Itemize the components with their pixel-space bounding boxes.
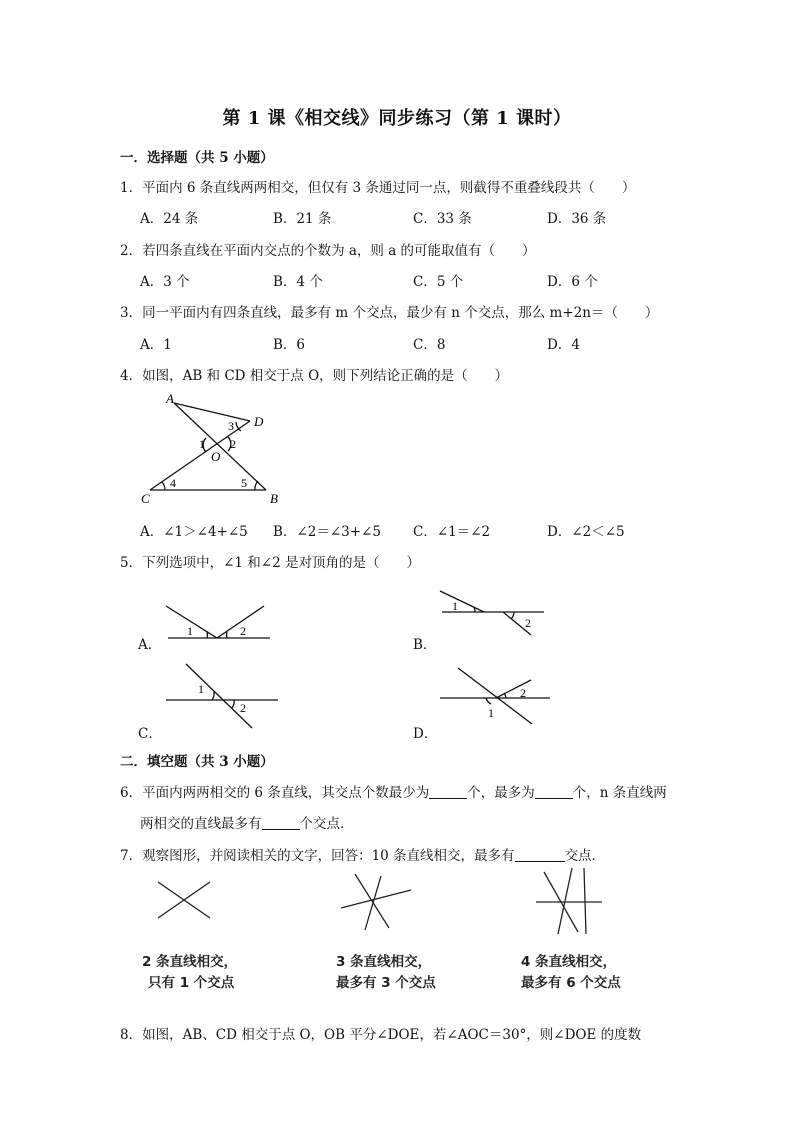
q5-option-a: A． [138,637,162,653]
q7-caption-1-line-2: 只有 1 个交点 [148,975,235,991]
q4-figure [138,390,283,508]
q2-option-b: B．4 个 [273,274,323,290]
segment-ad [174,403,250,421]
q3-option-a: A．1 [140,337,172,353]
q5-option-d: D． [413,726,438,742]
q6-blank-3[interactable] [262,815,300,830]
q7-text-a: 7．观察图形，并阅读相关的文字，回答：10 条直线相交，最多有 [120,848,515,864]
q5a-angle-1: 1 [187,624,193,638]
q5d-angle-1: 1 [488,706,494,720]
q5b-angle-1: 1 [452,599,458,613]
label-o: O [211,449,221,464]
q6-text-d: 两相交的直线最多有 [140,816,262,832]
question-6-line-2 [140,812,354,832]
q6-text-a: 6．平面内两两相交的 6 条直线，其交点个数最少为 [120,785,430,801]
q7-caption-2-line-1: 3 条直线相交， [336,954,432,970]
q5a-angle-2: 2 [240,624,246,638]
section-heading-choice: 一．选择题（共 5 小题） [120,150,274,166]
q6-blank-2[interactable] [535,784,573,799]
q7-caption-3-line-1: 4 条直线相交， [521,954,617,970]
question-7 [120,844,605,864]
angle-label-2: 2 [230,437,236,451]
q1-option-a: A．24 条 [140,211,199,227]
question-3: 3．同一平面内有四条直线，最多有 m 个交点，最少有 n 个交点，那么 m+2n＝（ ） [120,305,659,321]
q4-option-d: D．∠2＜∠5 [547,524,625,540]
angle-label-3: 3 [228,419,234,433]
q5-option-c: C． [138,726,162,742]
q5c-angle-2: 2 [240,701,246,715]
line-cd [150,421,250,490]
q7-blank[interactable] [515,847,565,862]
q6-text-e: 个交点． [299,816,354,832]
q4-option-c: C．∠1＝∠2 [413,524,491,540]
section-heading-fill: 二．填空题（共 3 小题） [120,754,274,770]
question-1: 1．平面内 6 条直线两两相交，但仅有 3 条通过同一点，则截得不重叠线段共（ ） [120,180,636,196]
label-a: A [166,391,174,406]
q5-figure-d [436,662,556,724]
angle-label-5: 5 [241,476,247,490]
q1-option-d: D．36 条 [547,211,607,227]
q6-text-c: 个，n 条直线两 [572,785,667,801]
label-c: C [141,491,150,506]
q2-option-c: C．5 个 [413,274,464,290]
q7-caption-1-line-1: 2 条直线相交， [142,954,238,970]
q6-blank-1[interactable] [429,784,467,799]
label-d: D [254,414,264,429]
q3-option-b: B．6 [273,337,306,353]
q5-figure-a [160,603,275,643]
q7-figure-three-lines [335,870,415,934]
q5-figure-c [162,662,282,732]
q6-text-b: 个，最多为 [467,785,535,801]
q3-option-c: C．8 [413,337,446,353]
q4-option-a: A．∠1＞∠4+∠5 [140,524,248,540]
q7-figure-two-lines [150,878,220,924]
label-b: B [270,491,278,506]
q7-caption-3-line-2: 最多有 6 个交点 [521,975,621,991]
question-2: 2．若四条直线在平面内交点的个数为 a，则 a 的可能取值有（ ） [120,243,536,259]
line-ab [174,403,266,490]
q5b-angle-2: 2 [525,616,531,630]
q1-option-c: C．33 条 [413,211,472,227]
question-5: 5．下列选项中，∠1 和∠2 是对顶角的是（ ） [120,555,420,571]
q7-caption-2-line-2: 最多有 3 个交点 [336,975,436,991]
q7-text-b: 交点． [564,848,606,864]
question-8: 8．如图，AB、CD 相交于点 O，OB 平分∠DOE，若∠AOC＝30°，则∠DOE 的度数 [120,1027,642,1043]
q5-option-b: B． [413,637,437,653]
q2-option-d: D．6 个 [547,274,598,290]
angle-label-4: 4 [170,476,176,490]
q3-option-d: D．4 [547,337,580,353]
q2-option-a: A．3 个 [140,274,190,290]
question-4: 4．如图，AB 和 CD 相交于点 O，则下列结论正确的是（ ） [120,368,509,384]
q4-option-b: B．∠2＝∠3+∠5 [273,524,381,540]
angle-label-1: 1 [199,437,205,451]
q5-figure-b [436,585,551,640]
question-6-line-1 [120,781,667,801]
q7-figure-four-lines [528,864,608,936]
q5d-angle-2: 2 [520,686,526,700]
q5c-angle-1: 1 [198,682,204,696]
q1-option-b: B．21 条 [273,211,332,227]
page-title: 第 1 课《相交线》同步练习（第 1 课时） [222,108,572,129]
